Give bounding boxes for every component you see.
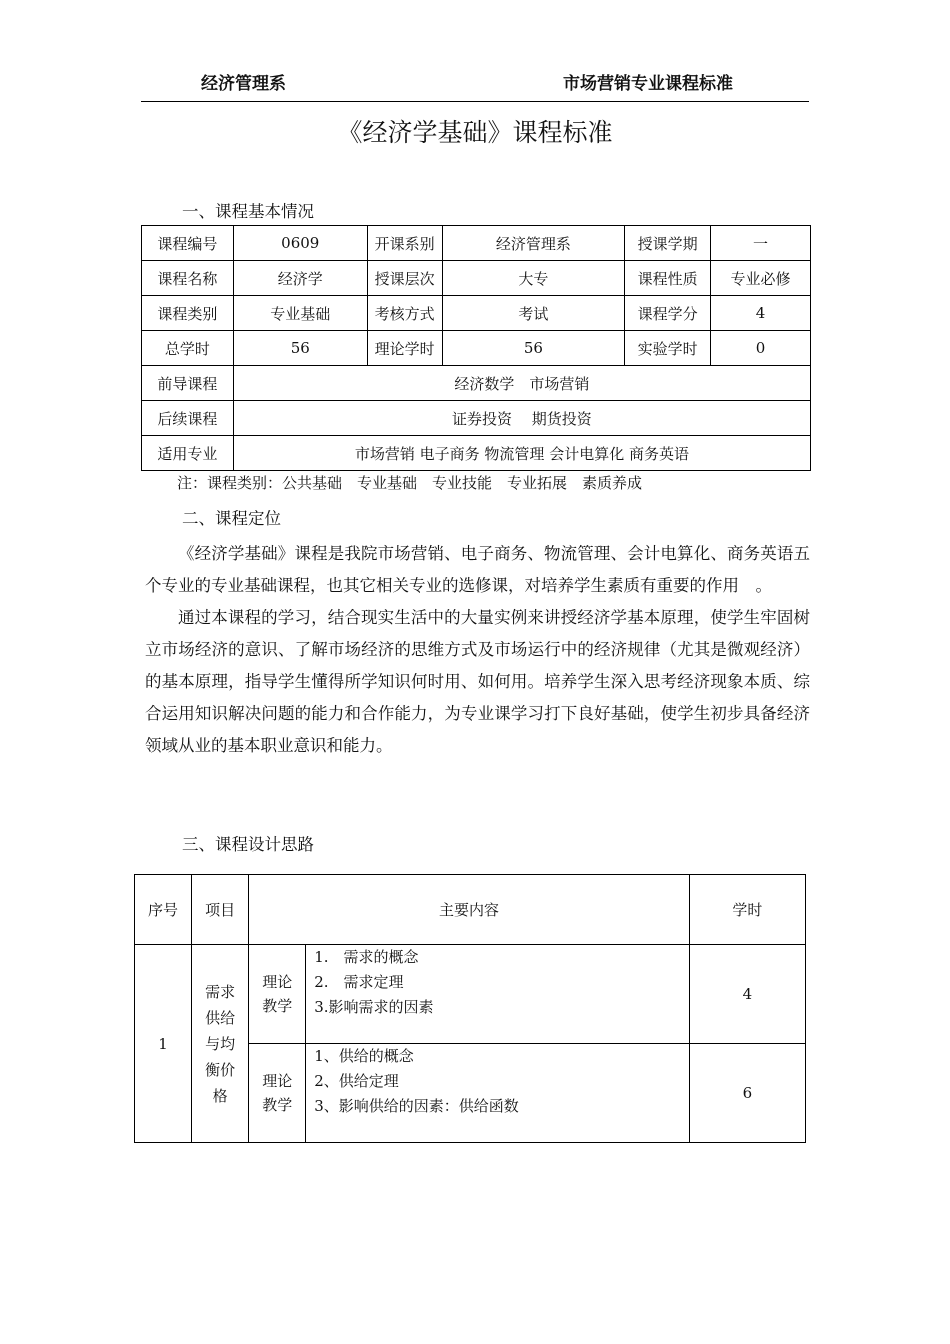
row-project bbox=[192, 945, 249, 1143]
field-label: 理论学时 bbox=[367, 331, 442, 366]
table-row bbox=[142, 401, 811, 436]
field-value: 56 bbox=[233, 331, 367, 366]
content-item: 2. 需求定理 bbox=[314, 973, 404, 991]
field-value: 0609 bbox=[233, 226, 367, 261]
paragraph-1: 《经济学基础》课程是我院市场营销、电子商务、物流管理、会计电算化、商务英语五个专业的专业基础课程，也其它相关专业的选修课，对培养学生素质有重要的作用 。 bbox=[145, 544, 810, 595]
course-design-table bbox=[134, 874, 806, 1143]
field-label: 课程名称 bbox=[142, 261, 234, 296]
field-label: 课程性质 bbox=[625, 261, 711, 296]
section1-heading: 一、课程基本情况 bbox=[182, 202, 314, 221]
mode-label: 理论 教学 bbox=[262, 973, 293, 1015]
field-value: 经济数学 市场营销 bbox=[233, 366, 810, 401]
field-value: 56 bbox=[442, 331, 625, 366]
field-label: 前导课程 bbox=[142, 366, 234, 401]
table-row bbox=[142, 296, 811, 331]
field-label: 后续课程 bbox=[142, 401, 234, 436]
design-header-row bbox=[135, 875, 806, 945]
teaching-mode bbox=[249, 1044, 306, 1143]
field-label: 课程类别 bbox=[142, 296, 234, 331]
section2-heading: 二、课程定位 bbox=[182, 509, 281, 528]
teaching-mode bbox=[249, 945, 306, 1044]
mode-label: 理论 教学 bbox=[262, 1072, 293, 1114]
col-hours: 学时 bbox=[689, 875, 805, 945]
field-label: 考核方式 bbox=[367, 296, 442, 331]
content-item: 2、供给定理 bbox=[314, 1072, 399, 1090]
hours-value: 4 bbox=[689, 945, 805, 1044]
row-no: 1 bbox=[135, 945, 192, 1143]
content-item: 1、供给的概念 bbox=[314, 1047, 414, 1065]
field-value: 4 bbox=[711, 296, 811, 331]
content-items bbox=[306, 945, 690, 1044]
field-value: 专业必修 bbox=[711, 261, 811, 296]
field-value: 市场营销 电子商务 物流管理 会计电算化 商务英语 bbox=[233, 436, 810, 471]
table-row bbox=[142, 436, 811, 471]
course-type-note: 注：课程类别：公共基础 专业基础 专业技能 专业拓展 素质养成 bbox=[177, 474, 643, 492]
field-value: 专业基础 bbox=[233, 296, 367, 331]
positioning-text bbox=[145, 538, 810, 762]
course-info-table bbox=[141, 225, 811, 471]
field-value: 经济管理系 bbox=[442, 226, 625, 261]
field-value: 证券投资 期货投资 bbox=[233, 401, 810, 436]
field-label: 实验学时 bbox=[625, 331, 711, 366]
col-content: 主要内容 bbox=[249, 875, 690, 945]
table-row bbox=[142, 366, 811, 401]
field-label: 授课学期 bbox=[625, 226, 711, 261]
field-label: 授课层次 bbox=[367, 261, 442, 296]
col-project: 项目 bbox=[192, 875, 249, 945]
field-label: 适用专业 bbox=[142, 436, 234, 471]
content-item: 1. 需求的概念 bbox=[314, 948, 419, 966]
hours-value: 6 bbox=[689, 1044, 805, 1143]
section3-heading: 三、课程设计思路 bbox=[182, 835, 314, 854]
table-row bbox=[142, 261, 811, 296]
field-value: 大专 bbox=[442, 261, 625, 296]
table-row bbox=[142, 331, 811, 366]
field-label: 开课系别 bbox=[367, 226, 442, 261]
field-value: 一 bbox=[711, 226, 811, 261]
field-label: 课程编号 bbox=[142, 226, 234, 261]
content-items bbox=[306, 1044, 690, 1143]
field-value: 经济学 bbox=[233, 261, 367, 296]
paragraph-2: 通过本课程的学习，结合现实生活中的大量实例来讲授经济学基本原理，使学生牢固树立市场经济的意识、了解市场经济的思维方式及市场运行中的经济规律（尤其是微观经济）的基本原理，指导学生懂得所学知识何时用、如何用。培养学生深入思考经济现象本质、综合运用知识解决问题的能力和合作能力，为专业课学习打下良好基础，使学生初步具备经济领域从业的基本职业意识和能力。 bbox=[145, 608, 810, 755]
page-title: 《经济学基础》课程标准 bbox=[337, 118, 613, 147]
content-item: 3、影响供给的因素：供给函数 bbox=[314, 1097, 519, 1115]
header-rule bbox=[141, 101, 809, 102]
table-row bbox=[142, 226, 811, 261]
table-row bbox=[135, 945, 806, 1044]
field-value: 0 bbox=[711, 331, 811, 366]
field-value: 考试 bbox=[442, 296, 625, 331]
col-no: 序号 bbox=[135, 875, 192, 945]
content-item: 3.影响需求的因素 bbox=[314, 998, 434, 1016]
project-label: 需求 供给 与均 衡价 格 bbox=[205, 982, 236, 1105]
field-label: 总学时 bbox=[142, 331, 234, 366]
header-doc-title: 市场营销专业课程标准 bbox=[563, 74, 733, 94]
field-label: 课程学分 bbox=[625, 296, 711, 331]
header-department: 经济管理系 bbox=[201, 74, 286, 94]
